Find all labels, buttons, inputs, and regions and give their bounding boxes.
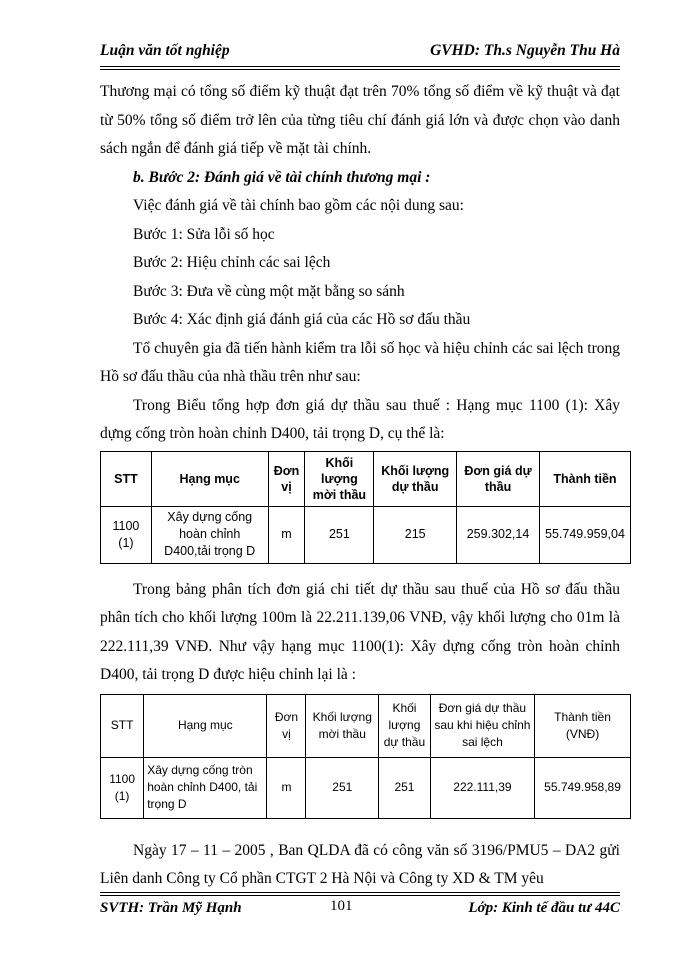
paragraph-expert-team: Tổ chuyên gia đã tiến hành kiểm tra lỗi số học và hiệu chỉnh các sai lệch trong Hồ sơ đấu thầu của nhà thầu trên như sau: — [100, 339, 620, 385]
table-bid-price — [100, 451, 631, 564]
cell-item: Xây dựng cống hoàn chỉnh D400,tải trọng D — [151, 506, 268, 563]
step-4: Bước 4: Xác định giá đánh giá của các Hồ sơ đấu thầu — [133, 311, 471, 328]
th-unit: Đơn vị — [267, 694, 306, 757]
paragraph-summary-table: Trong Biểu tổng hợp đơn giá dự thầu sau thuế : Hạng mục 1100 (1): Xây dựng cống tròn hoàn chỉnh D400, tải trọng D, cụ thể là: — [100, 396, 620, 442]
page-header — [100, 40, 620, 64]
th-item: Hạng mục — [151, 451, 268, 506]
cell-qty-bid: 251 — [379, 757, 431, 818]
cell-unit: m — [267, 757, 306, 818]
table-row — [101, 506, 631, 563]
paragraph-official-letter: Ngày 17 – 11 – 2005 , Ban QLDA đã có công văn số 3196/PMU5 – DA2 gửi Liên danh Công ty Cổ phần CTGT 2 Hà Nội và Công ty XD & TM yêu — [100, 841, 620, 887]
footer-rule-thin — [100, 892, 620, 893]
section-heading: b. Bước 2: Đánh giá về tài chính thương mại : — [133, 168, 431, 186]
cell-amount: 55.749.958,89 — [535, 757, 631, 818]
th-qty-invite: Khối lượng mời thầu — [306, 694, 379, 757]
cell-stt: 1100 (1) — [101, 757, 144, 818]
step-2: Bước 2: Hiệu chỉnh các sai lệch — [133, 254, 331, 271]
page-footer — [100, 898, 620, 920]
th-item: Hạng mục — [144, 694, 267, 757]
th-qty-bid: Khối lượng dự thầu — [374, 451, 457, 506]
paragraph-financial: Việc đánh giá về tài chính bao gồm các nội dung sau: — [133, 197, 464, 214]
th-amount: Thành tiền (VNĐ) — [535, 694, 631, 757]
table-row — [101, 757, 631, 818]
cell-unit: m — [268, 506, 305, 563]
th-qty-bid: Khối lượng dự thầu — [379, 694, 431, 757]
cell-qty-invite: 251 — [305, 506, 374, 563]
cell-stt: 1100 (1) — [101, 506, 152, 563]
cell-unit-price: 259.302,14 — [457, 506, 540, 563]
header-rule — [100, 66, 620, 67]
step-3: Bước 3: Đưa về cùng một mặt bằng so sánh — [133, 282, 405, 300]
cell-amount: 55.749.959,04 — [539, 506, 630, 563]
th-unit: Đơn vị — [268, 451, 305, 506]
page-number: 101 — [330, 898, 353, 914]
header-supervisor: GVHD: Th.s Nguyễn Thu Hà — [430, 42, 620, 59]
th-amount: Thành tiền — [539, 451, 630, 506]
header-thesis-title: Luận văn tốt nghiệp — [100, 42, 230, 59]
paragraph-intro: Thương mại có tổng số điểm kỹ thuật đạt trên 70% tổng số điểm về kỹ thuật và đạt từ 50% tổng số điểm trở lên của từng tiêu chí đánh giá lớn và được chọn vào danh sách ngắn để đánh giá tiếp về mặt tài chính. — [100, 83, 620, 157]
cell-adjusted-price: 222.111,39 — [430, 757, 534, 818]
step-1: Bước 1: Sửa lỗi số học — [133, 225, 275, 243]
th-qty-invite: Khối lượng mời thầu — [305, 451, 374, 506]
th-unit-price: Đơn giá dự thầu — [457, 451, 540, 506]
table-header-row — [101, 694, 631, 757]
page-body — [100, 78, 625, 894]
cell-qty-bid: 215 — [374, 506, 457, 563]
th-stt: STT — [101, 694, 144, 757]
paragraph-analysis: Trong bảng phân tích đơn giá chi tiết dự thầu sau thuế của Hồ sơ đấu thầu phân tích cho khối lượng 100m là 22.211.139,06 VNĐ, vậy khối lượng cho 01m là 222.111,39 VNĐ. Như vậy hạng mục 1100(1): Xây dựng cống tròn hoàn chỉnh D400, tải trọng D được hiệu chỉnh lại là : — [100, 580, 620, 683]
th-stt: STT — [101, 451, 152, 506]
table-header-row — [101, 451, 631, 506]
footer-class: Lớp: Kinh tế đầu tư 44C — [468, 900, 620, 916]
header-rule-thin — [100, 69, 620, 70]
cell-qty-invite: 251 — [306, 757, 379, 818]
footer-rule — [100, 895, 620, 896]
cell-item: Xây dựng cống tròn hoàn chỉnh D400, tải trọng D — [144, 757, 267, 818]
th-adjusted-price: Đơn giá dự thầu sau khi hiệu chỉnh sai lệch — [430, 694, 534, 757]
footer-student: SVTH: Trần Mỹ Hạnh — [100, 900, 242, 916]
table-adjusted-price — [100, 694, 631, 819]
